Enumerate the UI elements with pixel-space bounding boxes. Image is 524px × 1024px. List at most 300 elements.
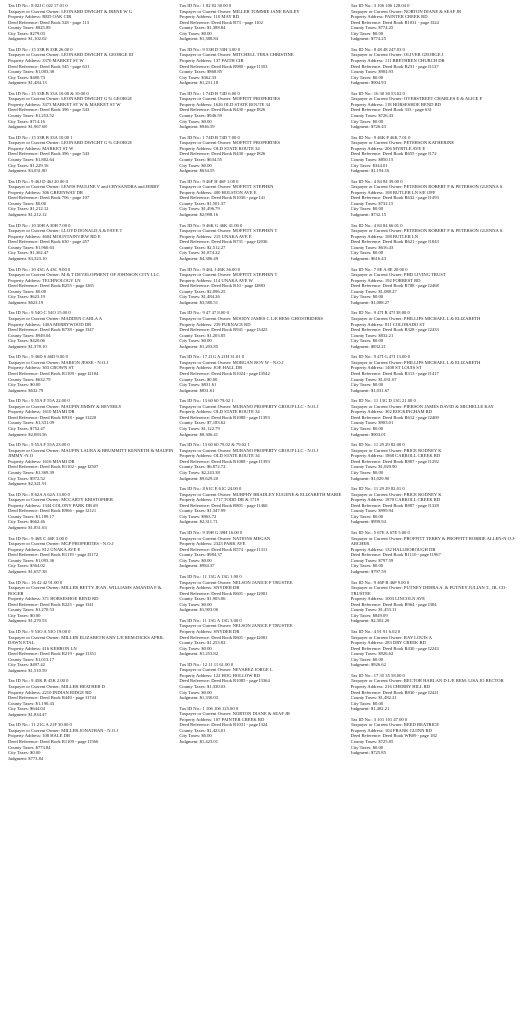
property-address-line: Property Address: 192 FORREST RD [350,277,421,283]
owner-line: Taxpayer or Current Owner: MILLER HEATHER D [8,684,105,690]
city-taxes-line: City Taxes: $344.01 [350,162,388,168]
deed-reference-line: Deed Reference: Deed Book R1109 - page I2184 [8,371,99,377]
city-taxes-line: City Taxes: $1,229.16 [8,162,49,168]
tax-id-line: Tax ID No.: 9 46K P 46K 7.01 0 [350,134,411,140]
county-taxes-line: County Taxes: $797.59 [350,557,394,563]
tax-record [8,678,175,717]
county-taxes-line: County Taxes: $1,093.36 [8,557,55,563]
judgment-line: Judgment: $2,341.91 [8,481,47,487]
deed-reference-line: Deed Reference: Deed Book R1031 - page I324 [179,722,268,728]
tax-id-line: Tax ID No.: 8 62A A 62A 13.00 0 [8,491,70,497]
deed-reference-line: Deed Reference: Deed Book R440 - page I1744 [8,695,97,701]
tax-record [351,47,518,86]
tax-record [179,706,346,745]
property-address-line: Property Address: 811 COLORADO ST [350,321,425,327]
owner-line: Taxpayer or Current Owner: MOFFITT STEPHEN [179,184,274,190]
city-taxes-line: City Taxes: $0.00 [350,118,384,124]
tax-record [351,717,518,756]
property-address-line: Property Address: 283 DRY CREEK RD [350,640,426,646]
tax-record [8,629,175,673]
tax-id-line: Tax ID No.: 5 67E A 67E 5.00 0 [350,530,410,536]
property-address-line: Property Address: 1610 MIAMI DR [8,409,75,415]
county-taxes-line: County Taxes: $0.00 [8,200,47,206]
judgment-line: Judgment: $1,423.01 [179,739,218,745]
county-taxes-line: County Taxes: $773.84 [8,744,51,750]
owner-line: Taxpayer or Current Owner: MAUPIN LAURA & BRUMMITT KENNETH & MAUPIN JIMMY -N.O [8,447,174,459]
tax-id-line: Tax ID No.: 11 13G A 13G 1.00 0 [179,573,242,579]
deed-reference-line: Deed Reference: Deed Book R1031 - page I324 [350,19,439,25]
property-address-line: Property Address: 1344 COLONY PARK DR #9 [8,502,98,508]
tax-record [179,91,346,130]
county-taxes-line: County Taxes: $949.04 [8,332,51,338]
judgment-line: Judgment: $1,967.68 [8,124,47,130]
judgment-line: Judgment: $1,029.90 [350,475,390,481]
judgment-line: Judgment: $1,657.38 [8,568,47,574]
county-taxes-line: County Taxes: $903.01 [350,420,394,426]
owner-line: Taxpayer or Current Owner: MITCHELL TERA CHRISTINE [179,52,294,58]
owner-line: Taxpayer or Current Owner: NEVAREZ JORGE L [179,667,273,673]
tax-id-line: Tax ID No.: 9 46P B 46P 9.00 0 [350,579,410,585]
tax-record [179,267,346,306]
owner-line: Taxpayer or Current Owner: MOFFITT STEPHEN T [179,228,278,234]
owner-line: Taxpayer or Current Owner: LEONARD DWIGHT G % GEORGE [8,96,133,102]
tax-record [179,223,346,262]
city-taxes-line: City Taxes: $0.00 [179,162,212,168]
deed-reference-line: Deed Reference: Deed Book 630 - page 457 [8,239,90,245]
property-address-line: Property Address: 216 CHERRY HILL RD [350,684,431,690]
judgment-line: Judgment: $1,484.13 [8,80,47,86]
property-address-line: Property Address: 812 UNAKA AVE E [8,546,81,552]
property-address-line: Property Address: RED OAK CIR [8,14,72,20]
deed-reference-line: Deed Reference: Deed Book R255 - page I265 [8,283,94,289]
tax-record [8,3,175,42]
city-taxes-line: City Taxes: $0.00 [179,557,212,563]
county-taxes-line: County Taxes: $726.43 [350,113,394,119]
property-address-line: Property Address: 122 HOG HOLLOW RD [179,672,261,678]
deed-reference-line: Deed Reference: Deed Book R980 - page I1353 [179,63,268,69]
tax-id-line: Tax ID No.: 15 33B B 33A 10.00 & 10.00 0 [8,90,89,96]
owner-line: Taxpayer or Current Owner: PROFFITT TERRY & PROFFITT ROBBIE ALLEN-N.O.J-ARCHER [350,535,516,547]
tax-record [351,310,518,349]
owner-line: Taxpayer or Current Owner: MOFFITT PROPERTIES [179,96,281,102]
owner-line: Taxpayer or Current Owner: OVERSTREET CHARLES E & ALICE F [350,96,483,102]
tax-id-line: Tax ID No.: 9 53H D 53H 3.00 0 [179,46,240,52]
deed-reference-line: Deed Reference: Deed Book R328 - page I2433 [350,327,439,333]
property-address-line: Property Address: 108 BUTLER LN S/E OFF [350,189,436,195]
owner-line: Taxpayer or Current Owner: MOFFITT STEPHEN T [179,272,278,278]
deed-reference-line: Deed Reference: Deed Book 396 - page 543 [8,151,90,157]
property-address-line: Property Address: 306 GREENWAY DR [8,189,83,195]
tax-record [351,135,518,174]
deed-reference-line: Deed Reference: Deed Book WB09 - page 182 [350,733,437,739]
tax-id-line: Tax ID No.: 9 53O A 53O 19.00 0 [8,629,71,634]
county-taxes-line: County Taxes: $904.93 [350,69,394,75]
judgment-line: Judgment: $946.59 [179,124,215,130]
county-taxes-line: County Taxes: $632.79 [8,376,51,382]
county-taxes-line: County Taxes: $1,903.06 [179,596,226,602]
deed-reference-line: Deed Reference: Deed Book R1088 - page I1393 [179,458,270,464]
county-taxes-line: County Taxes: $2,096.25 [179,288,226,294]
deed-reference-line: Deed Reference: Deed Book R966 - page I2121 [8,508,97,514]
property-address-line: Property Address: SNYDER DR [179,629,240,634]
county-taxes-line: County Taxes: $1,347.99 [179,508,226,514]
owner-line: Taxpayer or Current Owner: PHD LIVING TRUST [350,272,446,278]
judgment-line: Judgment: $616.43 [350,255,386,261]
judgment-line: Judgment: $1,194.16 [350,168,390,174]
owner-line: Taxpayer or Current Owner: NORTON DIANE & SEAF JR [179,711,290,717]
tax-id-line: Tax ID No.: 4 84 84 66.01 0 [350,222,403,228]
owner-line: Taxpayer or Current Owner: RECTOR HARLAN D L/E REM: LISA JO RECTOR [350,678,504,684]
deed-reference-line: Deed Reference: Deed Book R941 - page I3423 [179,327,268,333]
city-taxes-line: City Taxes: $714.16 [8,118,45,124]
tax-record [179,354,346,393]
city-taxes-line: City Taxes: $0.00 [179,30,212,36]
tax-record [8,442,175,486]
owner-line: Taxpayer or Current Owner: MILLER TOMMIE JANE BAILEY [179,8,300,14]
tax-id-line: Tax ID No.: 7 8E A 8E 20.00 0 [350,266,408,272]
county-taxes-line: County Taxes: $1,960.63 [8,244,55,250]
county-taxes-line: County Taxes: $1,253.82 [179,640,226,646]
property-address-line: Property Address: 111 BRETHREN CHURCH DR [350,58,445,64]
owner-line: Taxpayer or Current Owner: MILLER ELIZABETH ANN L/E REM:DICKS APRIL DAWN ETAL [8,634,164,646]
judgment-line: Judgment: $1,212.12 [8,211,47,217]
judgment-line: Judgment: $1,203.85 [179,343,218,349]
tax-id-line: Tax ID No.: 11 29 29 82.01 0 [350,486,405,492]
city-taxes-line: City Taxes: $0.00 [350,250,384,256]
tax-id-line: Tax ID No.: 4 91 91 6.02 0 [350,629,401,634]
property-address-line: Property Address: 3370 MARKET ST W [8,58,84,64]
owner-line: Taxpayer or Current Owner: PETERSON KATHERINE [350,140,455,146]
county-taxes-line: County Taxes: $1,501.37 [179,200,226,206]
property-address-line: Property Address: 3373 MARKET ST W & MARKET ST W [8,101,121,107]
tax-record [8,354,175,393]
city-taxes-line: City Taxes: $849.09 [350,612,388,618]
deed-reference-line: Deed Reference: Deed Book R73 - page I102 [179,19,263,25]
tax-record [179,662,346,701]
property-address-line: Property Address: 1870 CARROLL CREEK RD [350,497,441,503]
owner-line: Taxpayer or Current Owner: PIERSON JAMES DAVID & MICHELLE KAY [350,403,494,409]
owner-line: Taxpayer or Current Owner: REED BEATRICE [350,722,439,728]
owner-line: Taxpayer or Current Owner: MGP PROPERTIES - N.O.J [8,541,114,547]
tax-id-line: Tax ID No.: 1 82 82 30.00 0 [179,3,232,8]
deed-reference-line: Deed Reference: Deed Book R231 - page I1137 [350,63,439,69]
county-taxes-line: County Taxes: $999.94 [350,508,394,514]
judgment-line: Judgment: $3,323.10 [8,255,47,261]
deed-reference-line: Deed Reference: Deed Book R621 - page I1843 [350,239,439,245]
tax-id-line: Tax ID No.: 8 61C E 61C 24.00 0 [179,486,242,492]
tax-id-line: Tax ID No.: 15 33B B 33A 10.00 1 [8,134,73,140]
deed-reference-line: Deed Reference: Deed Book R612 - page I2469 [350,414,439,420]
judgment-line: Judgment: $1,270.53 [8,618,47,624]
county-taxes-line: County Taxes: $0.00 [179,376,218,382]
judgment-line: Judgment: $984.37 [179,563,215,569]
tax-id-line: Tax ID No.: 3 106 106 128.04 0 [350,3,410,8]
judgment-line: Judgment: $1,231.18 [179,80,218,86]
tax-record [179,442,346,481]
judgment-line: Judgment: $774.25 [350,36,386,42]
property-address-line: Property Address: 2210 INDIAN RIDGE RD [8,689,92,695]
deed-reference-line: Deed Reference: Deed Book R1085 - page I3364 [179,678,270,684]
deed-reference-line: Deed Reference: Deed Book R887 - page I1328 [350,502,439,508]
tax-id-line: Tax ID No.: 16 42 42 91.00 0 [8,579,63,585]
tax-record [179,179,346,218]
judgment-line: Judgment: $831.61 [179,387,215,393]
tax-record [351,673,518,712]
tax-id-line: Tax ID No.: 9 46F H 46F 1.00 0 [179,178,239,184]
owner-line: Taxpayer or Current Owner: PETERSON ROBERT F & PETERSON GLENNA S. [350,228,504,234]
tax-id-line: Tax ID No.: 9 45K B 45K 2.00 0 [8,678,69,684]
county-taxes-line: County Taxes: $1,003.38 [8,69,55,75]
tax-record [8,580,175,624]
city-taxes-line: City Taxes: $279.03 [8,30,45,36]
deed-reference-line: Deed Reference: Deed Book R574 - page I1311 [179,546,268,552]
deed-reference-line: Deed Reference: Deed Book R632 - page I1493 [350,195,439,201]
county-taxes-line: County Taxes: $868.85 [179,69,222,75]
owner-line: Taxpayer or Current Owner: RAY LOUIS A [350,634,432,640]
county-taxes-line: County Taxes: $1,253.52 [8,113,55,119]
judgment-line: Judgment: $773.84 [8,755,44,761]
tax-id-line: Tax ID No.: 10 30H A 30H 7.00 0 [8,222,71,228]
tax-record [351,580,518,624]
tax-record [351,3,518,42]
deed-reference-line: Deed Reference: Deed Book R1119 - page I3172 [8,552,99,558]
judgment-line: Judgment: $4,386.49 [179,255,218,261]
owner-line: Taxpayer or Current Owner: PRICE RODNEY K [350,447,442,453]
judgment-line: Judgment: $2,083.56 [8,431,47,437]
deed-reference-line: Deed Reference: Deed Book R1088 - page I1393 [179,414,270,420]
tax-id-line: Tax ID No.: 12 11 11 61.00 0 [179,661,234,667]
owner-line: Taxpayer or Current Owner: PUTNEY DEBRA A. & PUTNEY JULIAN T., JR, CO-TRUSTEE [350,585,507,596]
judgment-line: Judgment: $1,851.63 [8,524,47,530]
judgment-line: Judgment: $2,311.71 [179,519,218,525]
deed-reference-line: Deed Reference: Deed Book R918 - page I1220 [8,414,97,420]
county-taxes-line: County Taxes: $725.85 [350,739,394,745]
county-taxes-line: County Taxes: $774.25 [350,25,394,31]
tax-record [179,618,346,657]
tax-id-line: Tax ID No.: 13 60 60 79.02 1 [179,398,234,404]
deed-reference-line: Deed Reference: Deed Book 333 - page 631 [350,107,432,113]
judgment-line: Judgment: $1,031.67 [350,387,390,393]
county-taxes-line: County Taxes: $6,872.72 [179,464,226,470]
county-taxes-line: County Taxes: $616.43 [350,244,394,250]
judgment-line: Judgment: $1,088.27 [350,299,390,305]
tax-id-line: Tax ID No.: 9 46E C 46E 3.00 0 [8,535,68,541]
judgment-line: Judgment: $632.79 [8,387,44,393]
owner-line: Taxpayer or Current Owner: MARION JESSE - N.O.J [8,359,109,365]
tax-id-line: Tax ID No.: 9 46D S 46D 9.00 0 [8,354,68,360]
city-taxes-line: City Taxes: $0.00 [179,689,212,695]
tax-record [351,442,518,481]
county-taxes-line: County Taxes: $1,190.43 [8,700,55,706]
tax-id-line: Tax ID No.: 9 47I G 47I 13.00 0 [350,354,411,360]
owner-line: Taxpayer or Current Owner: MURPHY BRADLEY EUGENE & ELIZABETH MARIE [179,491,342,497]
deed-reference-line: Deed Reference: Deed Book R1102 - page I2507 [8,464,99,470]
tax-id-line: Tax ID No.: 9 46L J 46K 36.00 0 [179,266,241,272]
judgment-line: Judgment: $634.55 [179,168,215,174]
county-taxes-line: County Taxes: $0.00 [8,288,47,294]
city-taxes-line: City Taxes: $0.00 [350,426,384,432]
deed-reference-line: Deed Reference: Deed Book R964 - page I384 [350,601,437,607]
city-taxes-line: City Taxes: $0.00 [350,338,384,344]
owner-line: Taxpayer or Current Owner: MADDEN CARLA A [8,316,103,321]
tax-id-line: Tax ID No.: 9 55A F 55A 23.00 0 [8,442,70,448]
tax-id-line: Tax ID No.: 4 84 84 39.00 0 [350,178,403,184]
judgment-line: Judgment: $1,378.10 [8,343,47,349]
city-taxes-line: City Taxes: $564.02 [8,563,45,569]
tax-id-line: Tax ID No.: 11 21G A 21F 30.00 0 [8,722,72,728]
deed-reference-line: Deed Reference: Deed Book 396 - page 543 [8,107,90,113]
property-address-line: Property Address: 132 HALLBOROUGH DR [350,546,436,552]
deed-reference-line: Deed Reference: Deed Book 706 - page 107 [8,195,90,201]
tax-record [8,223,175,262]
city-taxes-line: City Taxes: $0.00 [179,733,212,739]
property-address-line: Property Address: 2323 PARK AVE [179,541,246,547]
tax-record [179,398,346,437]
tax-record [179,47,346,86]
judgment-line: Judgment: $726.43 [350,124,386,130]
deed-reference-line: Deed Reference: Deed Book R430 - page I826 [179,151,266,157]
tax-id-line: Tax ID No.: 9 54O C 54O 15.00 0 [8,310,71,316]
tax-record [179,574,346,613]
owner-line: Taxpayer or Current Owner: NATIONS MEGAN [179,535,271,541]
tax-record [351,223,518,262]
property-address-line: Property Address: 108 HALE DR [8,733,71,739]
tax-record [8,179,175,218]
tax-id-line: Tax ID No.: 15 33B B 33B 26.00 0 [8,46,73,52]
city-taxes-line: City Taxes: $0.00 [8,382,41,388]
owner-line: Taxpayer or Current Owner: MURANO PROPERTY GROUP LLC - N.O.J [179,447,319,453]
county-taxes-line: County Taxes: $984.37 [179,552,222,558]
tax-record [8,135,175,174]
deed-reference-line: Deed Reference: Deed Book R601 - page I2001 [179,634,268,640]
property-address-line: Property Address: 1408 ST LOUIS ST [350,365,422,371]
deed-reference-line: Deed Reference: Deed Book 545 - page 631 [8,63,90,69]
judgment-line: Judgment: $2,998.16 [179,211,218,217]
deed-reference-line: Deed Reference: Deed Book R601 - page I2001 [179,590,268,596]
judgment-line: Judgment: $1,510.59 [8,667,47,673]
judgment-line: Judgment: $725.85 [350,750,386,756]
city-taxes-line: City Taxes: $0.00 [179,338,212,344]
property-address-line: Property Address: 239 FURNACE RD [179,321,251,327]
deed-reference-line: Deed Reference: Deed Book R830 - page I2421 [350,689,439,695]
tax-record [8,310,175,349]
owner-line: Taxpayer or Current Owner: MCCARTY KRISTOPHER [8,497,113,503]
city-taxes-line: City Taxes: $362.33 [179,74,217,80]
tax-id-line: Tax ID No.: 3 101 101 47.00 0 [350,716,408,722]
county-taxes-line: County Taxes: $1,330.03 [179,684,226,690]
city-taxes-line: City Taxes: $0.00 [350,469,384,475]
county-taxes-line: County Taxes: $825.89 [8,25,51,31]
judgment-line: Judgment: $9,629.20 [179,475,218,481]
county-taxes-line: County Taxes: $2,512.27 [179,244,226,250]
property-address-line: Property Address: OLD STATE ROUTE 34 [179,409,260,415]
deed-reference-line: Deed Reference: Deed Book R731 - page I2036 [179,239,268,245]
county-taxes-line: County Taxes: $1,802.64 [8,156,55,162]
owner-line: Taxpayer or Current Owner: LEONARD DWIGHT & GEORGE III [8,52,134,58]
judgment-line: Judgment: $1,102.02 [8,36,47,42]
tax-id-line: Tax ID No.: 9 47I B 47I 38.00 0 [350,310,410,316]
city-taxes-line: City Taxes: $0.00 [8,750,41,756]
property-address-line: Property Address: 1616 MIAMI DR [8,458,75,464]
tax-id-line: Tax ID No.: 1 106 106 125.00 0 [179,705,239,711]
property-address-line: Property Address: 118 HORSESHOE BEND RD [350,101,441,107]
property-address-line: Property Address: OLD STATE ROUTE 34 [179,453,260,459]
deed-reference-line: Deed Reference: Deed Book R1036 - page I41 [179,195,266,201]
owner-line: Taxpayer or Current Owner: MILLER JONATHAN - N.O.J [8,727,119,733]
judgment-line: Judgment: $3,031.80 [8,168,47,174]
city-taxes-line: City Taxes: $0.00 [179,118,212,124]
deed-reference-line: Deed Reference: Deed Book R313 - page I1417 [350,371,439,377]
county-taxes-line: County Taxes: $832.21 [350,332,394,338]
city-taxes-line: City Taxes: $0.00 [350,30,384,36]
tax-record [351,91,518,130]
owner-line: Taxpayer or Current Owner: MORGAN ROY W - N.O.J [179,359,284,365]
tax-record [179,530,346,569]
tax-record [179,310,346,349]
city-taxes-line: City Taxes: $972.52 [8,475,45,481]
city-taxes-line: City Taxes: $662.46 [8,519,45,525]
county-taxes-line: County Taxes: $1,270.53 [8,607,55,613]
city-taxes-line: City Taxes: $831.61 [179,382,217,388]
deed-reference-line: Deed Reference: Deed Book R788 - page I2468 [350,283,439,289]
judgment-line: Judgment: $732.15 [350,211,386,217]
owner-line: Taxpayer or Current Owner: NELSON JANICE F TRUSTEE [179,623,293,629]
owner-line: Taxpayer or Current Owner: PETERSON ROBERT F & PETERSON GLENNA S. [350,184,504,190]
property-address-line: Property Address: 302 ROCKINGHAM RD [350,409,433,415]
tax-record [351,486,518,525]
county-taxes-line: County Taxes: $1,388.84 [179,25,226,31]
deed-reference-line: Deed Reference: Deed Book R10 - page I2883 [179,283,266,289]
tax-record [351,629,518,668]
tax-id-line: Tax ID No.: 9 46K G 46K 41.00 0 [179,222,243,228]
tax-id-line: Tax ID No.: 9 46J D 46J 20.00 0 [8,178,68,184]
tax-id-line: Tax ID No.: 11 29 29 82.00 0 [350,442,405,448]
city-taxes-line: City Taxes: $0.00 [179,645,212,651]
county-taxes-line: County Taxes: $1,013.17 [8,656,55,662]
property-address-line: Property Address: 371 HORSESHOE BEND RD [8,596,99,602]
tax-id-line: Tax ID No.: 9 47 47 8.00 0 [179,310,229,316]
property-address-line: Property Address: MARKET ST W [8,145,74,151]
deed-reference-line: Deed Reference: Deed Book R887 - page I1292 [350,458,439,464]
owner-line: Taxpayer or Current Owner: PHILLIPS MICHAEL L & ELIZABETH [350,316,481,321]
deed-reference-line: Deed Reference: Deed Book R1024 - page I3542 [179,371,270,377]
owner-line: Taxpayer or Current Owner: MOFFITT PROPERTIES [179,140,281,146]
judgment-line: Judgment: $1,834.47 [8,711,47,717]
tax-id-line: Tax ID No.: 13 60 60 79.02 & 79.02 1 [179,442,250,448]
property-address-line: Property Address: 114 UNAKA AVE W [179,277,253,283]
judgment-line: Judgment: $904.93 [350,80,386,86]
judgment-line: Judgment: $999.94 [350,519,386,525]
owner-line: Taxpayer or Current Owner: LEONARD DWIGHT & IRENE W G [8,8,133,14]
tax-record [8,398,175,437]
tax-id-line: Tax ID No.: 8 48 48 247.03 0 [350,46,405,52]
tax-id-line: Tax ID No.: 11 13G A 13G 3.00 0 [179,617,242,623]
property-address-line: Property Address: 107 PAINTER CREEK RD [179,716,265,722]
county-taxes-line: County Taxes: $850.15 [350,156,394,162]
judgment-line: Judgment: $1,903.06 [179,607,218,613]
judgment-line: Judgment: $926.62 [350,662,386,668]
deed-reference-line: Deed Reference: Deed Book 528 - page 113 [8,19,90,25]
city-taxes-line: City Taxes: $0.00 [350,744,384,750]
city-taxes-line: City Taxes: $1,122.79 [179,426,220,432]
city-taxes-line: City Taxes: $1,874.22 [179,250,220,256]
tax-record [351,530,518,574]
county-taxes-line: County Taxes: $1,369.39 [8,469,55,475]
column-1 [8,3,179,1024]
property-address-line: Property Address: JOE HALL DR [179,365,243,371]
property-address-line: Property Address: 1626 OLD STATE ROUTE 34 [179,101,271,107]
judgment-line: Judgment: $1,388.84 [179,36,218,42]
